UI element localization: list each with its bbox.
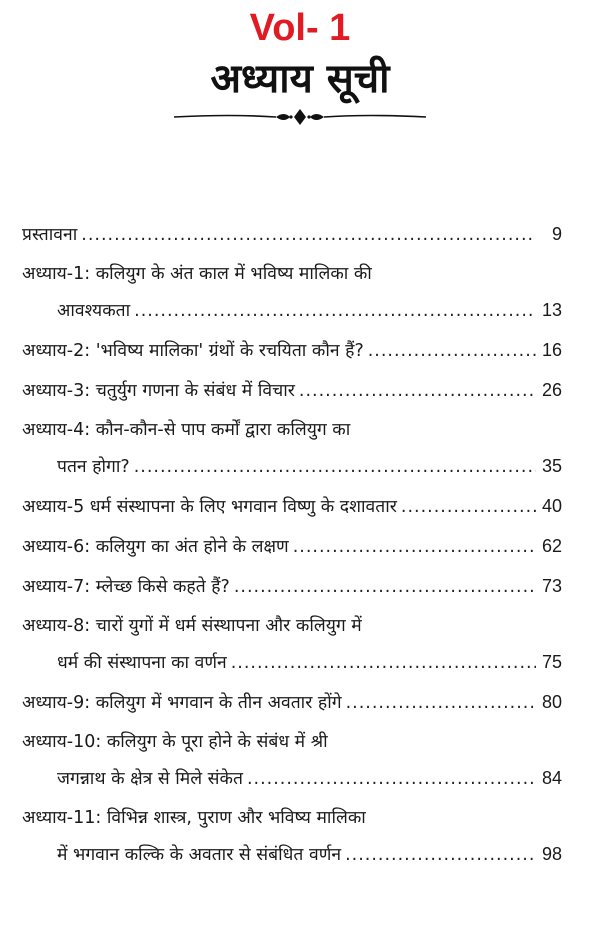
toc-entry-title: अध्याय-3: चतुर्युग गणना के संबंध में विचार [22, 381, 295, 401]
toc-page-number: 62 [541, 536, 562, 556]
toc-page-number: 13 [541, 300, 562, 320]
title-divider-ornament [172, 106, 428, 128]
toc-entry-title-continued: पतन होगा? [57, 457, 130, 477]
leader-dots [247, 761, 536, 797]
toc-entry[interactable] [22, 684, 562, 720]
toc-page-number: 80 [541, 692, 562, 712]
leader-dots [368, 333, 536, 369]
toc-entry-title: अध्याय-6: कलियुग का अंत होने के लक्षण [22, 537, 289, 557]
volume-label: Vol- 1 [249, 7, 351, 49]
toc-entry[interactable] [22, 568, 562, 604]
leader-dots [346, 685, 536, 721]
toc-entry-title: अध्याय-10: कलियुग के पूरा होने के संबंध में श्री [22, 732, 328, 752]
leader-dots [345, 837, 536, 873]
toc-entry-title-continued: आवश्यकता [57, 301, 131, 321]
toc-page-number: 35 [541, 456, 562, 476]
leader-dots [299, 373, 536, 409]
table-of-contents [22, 216, 562, 872]
toc-entry-title: अध्याय-9: कलियुग में भगवान के तीन अवतार होंगे [22, 693, 342, 713]
toc-entry-title-continued: में भगवान कल्कि के अवतार से संबंधित वर्णन [57, 845, 342, 865]
leader-dots [134, 449, 536, 485]
toc-entry-title-continued: धर्म की संस्थापना का वर्णन [57, 653, 227, 673]
toc-entry[interactable] [22, 412, 562, 484]
toc-entry[interactable] [22, 724, 562, 796]
toc-entry[interactable] [22, 488, 562, 524]
toc-entry-title-continued: जगन्नाथ के क्षेत्र से मिले संकेत [57, 769, 243, 789]
toc-entry-title: अध्याय-5 धर्म संस्थापना के लिए भगवान विष्णु के दशावतार [22, 497, 397, 517]
toc-page-number: 98 [541, 844, 562, 864]
leader-dots [234, 569, 536, 605]
toc-entry[interactable] [22, 216, 562, 252]
toc-entry[interactable] [22, 528, 562, 564]
toc-entry-title: अध्याय-1: कलियुग के अंत काल में भविष्य मालिका की [22, 264, 372, 284]
toc-entry[interactable] [22, 800, 562, 872]
toc-page-number: 9 [551, 224, 562, 244]
toc-entry-title: अध्याय-7: म्लेच्छ किसे कहते हैं? [22, 577, 230, 597]
toc-page-number: 84 [541, 768, 562, 788]
leader-dots [401, 489, 536, 525]
toc-page-number: 40 [541, 496, 562, 516]
toc-entry-title: अध्याय-8: चारों युगों में धर्म संस्थापना और कलियुग में [22, 616, 362, 636]
toc-entry-title: अध्याय-2: 'भविष्य मालिका' ग्रंथों के रचयिता कौन हैं? [22, 341, 364, 361]
toc-entry-title: अध्याय-11: विभिन्न शास्त्र, पुराण और भविष्य मालिका [22, 808, 366, 828]
toc-entry[interactable] [22, 256, 562, 328]
toc-page-number: 75 [541, 652, 562, 672]
leader-dots [231, 645, 536, 681]
toc-entry[interactable] [22, 608, 562, 680]
page-title: अध्याय सूची [210, 56, 390, 102]
toc-entry[interactable] [22, 372, 562, 408]
toc-entry-title: प्रस्तावना [22, 225, 78, 245]
toc-page-number: 73 [541, 576, 562, 596]
toc-page-number: 16 [541, 340, 562, 360]
leader-dots [81, 217, 536, 253]
toc-entry[interactable] [22, 332, 562, 368]
leader-dots [293, 529, 536, 565]
toc-page-number: 26 [541, 380, 562, 400]
leader-dots [134, 293, 536, 329]
toc-entry-title: अध्याय-4: कौन-कौन-से पाप कर्मों द्वारा कलियुग का [22, 420, 351, 440]
